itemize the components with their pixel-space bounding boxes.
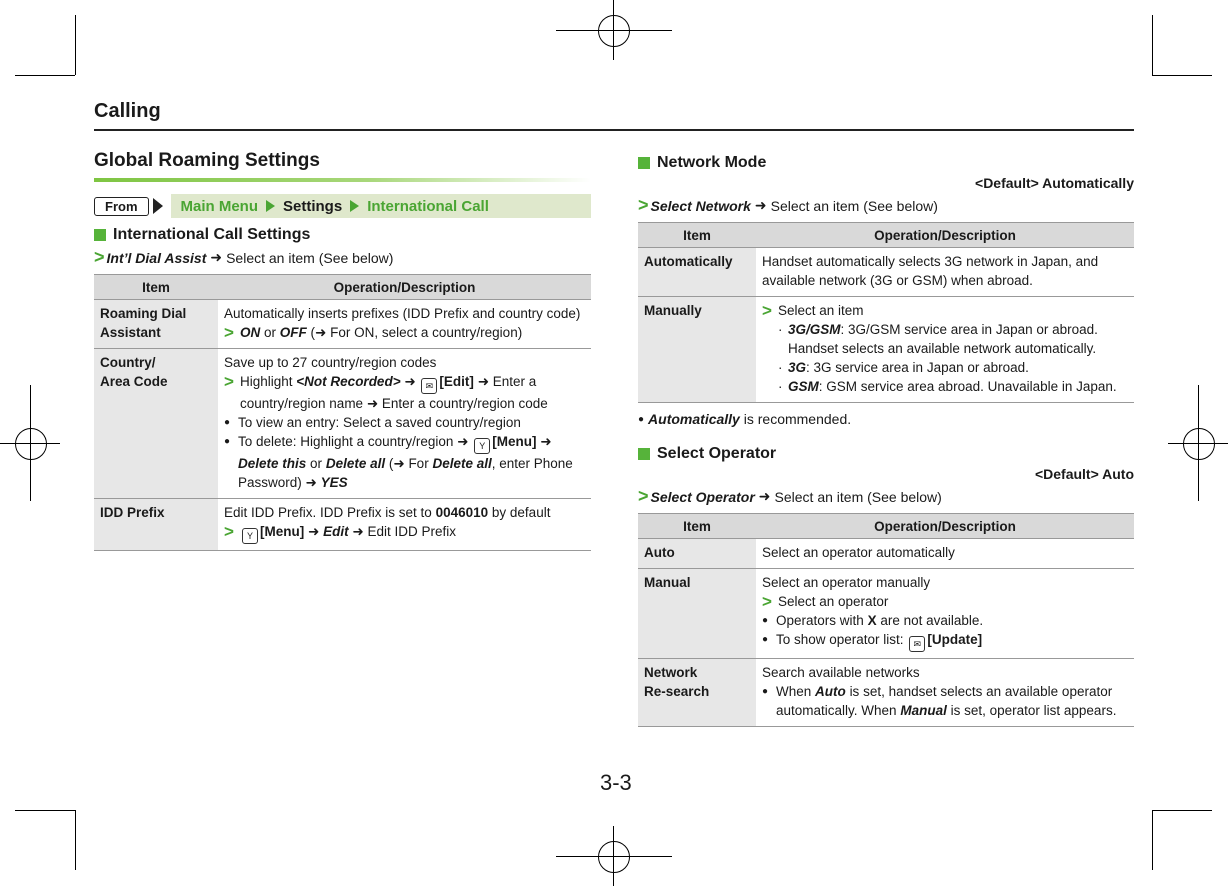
row-item: Manual <box>638 569 756 659</box>
row-item: Network Re-search <box>638 659 756 727</box>
from-navigation <box>94 194 591 218</box>
row-item: Manually <box>638 297 756 403</box>
crop-mark <box>1152 810 1153 870</box>
recommendation-note: ● Automatically is recommended. <box>638 411 852 427</box>
step-arrow-icon: > <box>224 522 234 541</box>
page-title: Global Roaming Settings <box>94 150 320 171</box>
arrow-right-icon <box>350 200 359 212</box>
square-bullet-icon <box>638 157 650 169</box>
instruction-line: > Int’l Dial Assist ➜ Select an item (See below) <box>94 247 394 267</box>
row-item: Auto <box>638 539 756 569</box>
crop-mark <box>75 15 76 75</box>
step-arrow-icon: > <box>224 372 234 391</box>
table-row <box>94 349 591 499</box>
settings-table <box>94 274 591 551</box>
select-operator-table <box>638 513 1134 727</box>
table-row <box>638 539 1134 569</box>
mail-key-icon: ✉ <box>909 636 925 652</box>
left-column <box>94 150 591 551</box>
registration-mark <box>598 15 630 47</box>
row-description: > Select an item · 3G/GSM: 3G/GSM service area in Japan or abroad. Handset selects an available network automatically. · 3G: 3G service area in Japan or abroad. · GSM: GSM service area abroad. Unavailable in Japan. <box>756 297 1134 403</box>
row-item: IDD Prefix <box>94 499 218 551</box>
table-row <box>638 297 1134 403</box>
path-international-call[interactable]: International Call <box>367 197 489 215</box>
column-header-item: Item <box>638 223 756 248</box>
bullet-icon: ● <box>762 634 769 645</box>
row-description: Select an operator manually > Select an operator ● Operators with X are not available. ● To show operator list: ✉ [Update] <box>756 569 1134 659</box>
arrow-icon: ➜ <box>457 434 469 449</box>
step-arrow-icon: > <box>638 486 649 506</box>
instruction-line: > Select Network ➜ Select an item (See below) <box>638 195 938 215</box>
menu-item-name: Int’l Dial Assist <box>106 249 207 266</box>
from-label: From <box>94 197 149 216</box>
crop-mark <box>15 810 75 811</box>
step-arrow-icon: > <box>762 592 772 611</box>
step-arrow-icon: > <box>224 323 234 342</box>
row-description: Edit IDD Prefix. IDD Prefix is set to 0046010 by default > Y [Menu] ➜ Edit ➜ Edit IDD Prefix <box>218 499 591 551</box>
crop-mark <box>1152 15 1153 75</box>
chapter-title: Calling <box>94 100 161 122</box>
arrow-right-icon <box>266 200 275 212</box>
bullet-icon: ● <box>638 413 645 425</box>
row-description: Search available networks ● When Auto is set, handset selects an available operator automatically. When Manual is set, operator list appears. <box>756 659 1134 727</box>
step-arrow-icon: > <box>638 195 649 215</box>
arrow-icon: ➜ <box>404 374 416 389</box>
yahoo-key-icon: Y <box>474 438 490 454</box>
arrow-icon: ➜ <box>305 475 317 490</box>
table-row <box>94 499 591 551</box>
row-description: Save up to 27 country/region codes > Highlight <Not Recorded> ➜ ✉ [Edit] ➜ Enter a country/region name ➜ Enter a country/region code ● To view an entry: Select a saved country/region ● To delete: Highlight a country/region ➜ Y [Menu] ➜ Delete this or Delete all (➜ For Delete all, enter Phone Password) ➜ YES <box>218 349 591 499</box>
row-description: Handset automatically selects 3G network in Japan, and available network (3G or GSM) when abroad. <box>756 248 1134 297</box>
section-heading-select-operator: Select Operator <box>638 445 1134 463</box>
mail-key-icon: ✉ <box>421 378 437 394</box>
crop-mark <box>15 75 75 76</box>
row-description: Automatically inserts prefixes (IDD Prefix and country code) > ON or OFF (➜ For ON, select a country/region) <box>218 300 591 349</box>
table-row <box>638 659 1134 727</box>
arrow-icon: ➜ <box>308 524 320 539</box>
triangle-right-icon <box>153 198 163 214</box>
page-number: 3-3 <box>600 770 632 795</box>
yahoo-key-icon: Y <box>242 528 258 544</box>
crop-mark <box>1152 75 1212 76</box>
arrow-icon: ➜ <box>477 374 489 389</box>
row-item: Automatically <box>638 248 756 297</box>
arrow-icon: ➜ <box>758 488 771 504</box>
registration-mark <box>15 428 47 460</box>
bullet-icon: ● <box>224 417 231 428</box>
step-arrow-icon: > <box>762 301 772 320</box>
table-row <box>94 300 591 349</box>
arrow-icon: ➜ <box>540 434 552 449</box>
arrow-icon: ➜ <box>393 456 405 471</box>
crop-mark <box>1152 810 1212 811</box>
instruction-line: > Select Operator ➜ Select an item (See below) <box>638 486 942 506</box>
menu-path <box>171 194 592 218</box>
path-settings[interactable]: Settings <box>283 197 343 215</box>
arrow-icon: ➜ <box>754 197 767 213</box>
section-heading-network-mode: Network Mode <box>638 154 1134 172</box>
row-item: Roaming Dial Assistant <box>94 300 218 349</box>
section-heading: International Call Settings <box>94 226 591 244</box>
bullet-icon: ● <box>762 615 769 626</box>
arrow-icon: ➜ <box>366 396 379 411</box>
default-value: <Default> Auto <box>1034 466 1134 482</box>
column-header-item: Item <box>638 514 756 539</box>
header-rule <box>94 129 1134 131</box>
arrow-icon: ➜ <box>315 325 327 340</box>
crop-mark <box>75 810 76 870</box>
row-item: Country/ Area Code <box>94 349 218 499</box>
title-underline <box>94 178 591 182</box>
column-header-description: Operation/Description <box>756 223 1134 248</box>
column-header-description: Operation/Description <box>218 275 591 300</box>
row-description: Select an operator automatically <box>756 539 1134 569</box>
column-header-item: Item <box>94 275 218 300</box>
square-bullet-icon <box>94 229 106 241</box>
bullet-icon: ● <box>224 436 231 447</box>
path-main-menu[interactable]: Main Menu <box>180 197 258 215</box>
arrow-icon: ➜ <box>352 524 364 539</box>
table-row <box>638 569 1134 659</box>
registration-mark <box>598 841 630 873</box>
default-value: <Default> Automatically <box>975 175 1134 191</box>
bullet-icon: ● <box>762 686 769 697</box>
step-arrow-icon: > <box>94 247 105 267</box>
column-header-description: Operation/Description <box>756 514 1134 539</box>
network-mode-table <box>638 222 1134 403</box>
table-row <box>638 248 1134 297</box>
right-column <box>638 150 1134 727</box>
registration-mark <box>1183 428 1215 460</box>
arrow-icon: ➜ <box>210 249 223 265</box>
square-bullet-icon <box>638 448 650 460</box>
